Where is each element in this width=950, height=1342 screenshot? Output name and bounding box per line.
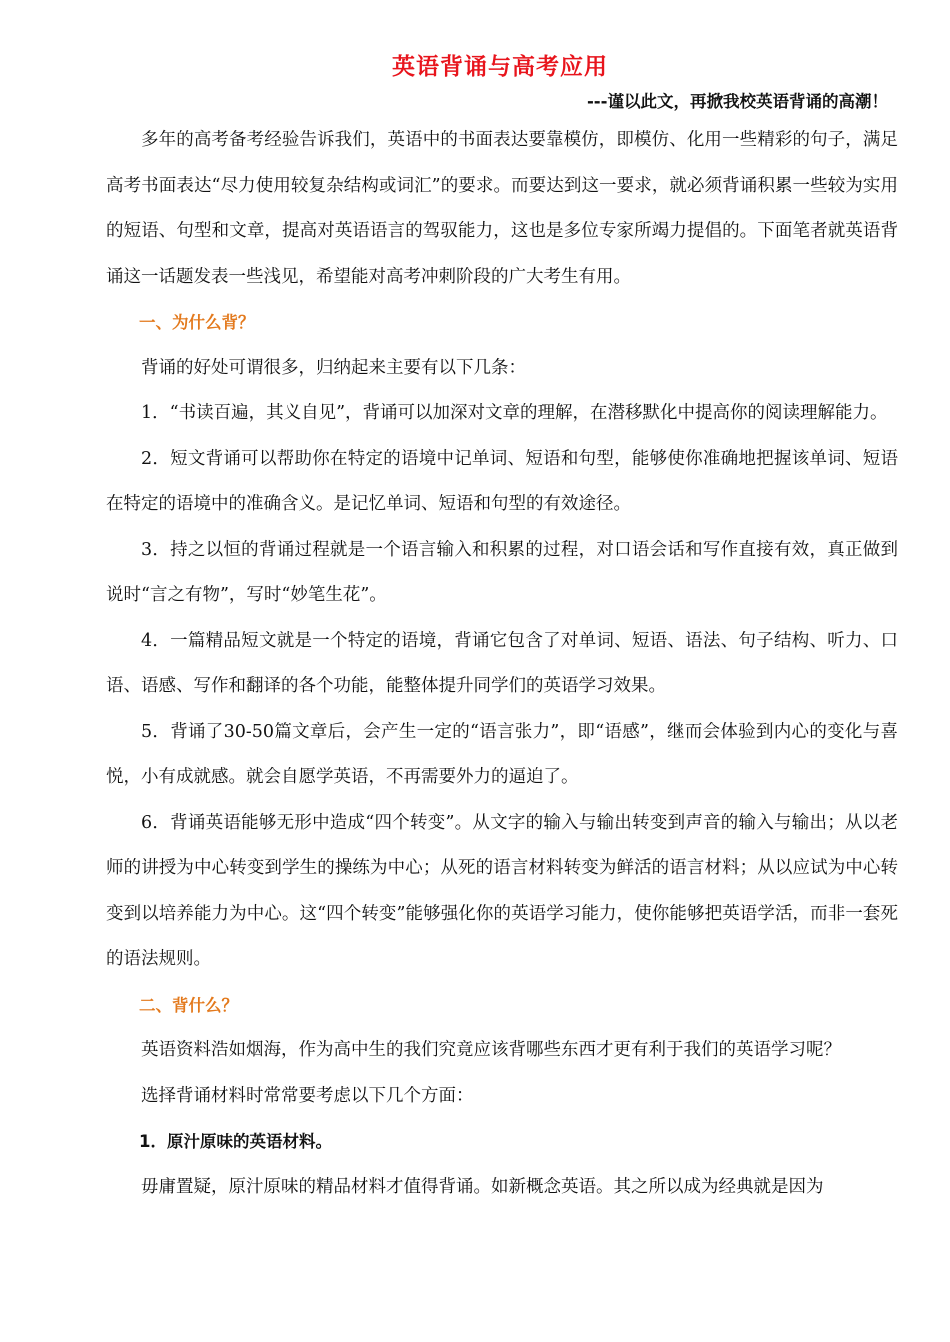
section2-paragraph: 英语资料浩如烟海，作为高中生的我们究竟应该背哪些东西才更有利于我们的英语学习呢？ bbox=[141, 1040, 841, 1060]
document-subtitle: ---谨以此文，再掀我校英语背诵的高潮！ bbox=[586, 92, 888, 111]
list-item: 1．“书读百遍，其义自见”，背诵可以加深对文章的理解，在潜移默化中提高你的阅读理解能力。 bbox=[141, 403, 888, 423]
section2-paragraph: 选择背诵材料时常常要考虑以下几个方面： bbox=[141, 1085, 474, 1106]
list-item: 3．持之以恒的背诵过程就是一个语言输入和积累的过程，对口语会话和写作直接有效，真正做到说时“言之有物”，写时“妙笔生花”。 bbox=[106, 539, 898, 605]
list-item: 4．一篇精品短文就是一个特定的语境，背诵它包含了对单词、短语、语法、句子结构、听力、口语、语感、写作和翻译的各个功能，能整体提升同学们的英语学习效果。 bbox=[106, 630, 898, 696]
section-heading-what: 二、背什么？ bbox=[139, 995, 238, 1015]
intro-paragraph: 多年的高考备考经验告诉我们，英语中的书面表达要靠模仿，即模仿、化用一些精彩的句子，满足高考书面表达“尽力使用较复杂结构或词汇”的要求。而要达到这一要求，就必须背诵积累一些较为实用的短语、句型和文章，提高对英语语言的驾驭能力，这也是多位专家所竭力提倡的。下面笔者就英语背诵这一话题发表一些浅见，希望能对高考冲刺阶段的广大考生有用。 bbox=[106, 130, 898, 287]
section2-paragraph: 毋庸置疑，原汁原味的精品材料才值得背诵。如新概念英语。其之所以成为经典就是因为 bbox=[141, 1176, 824, 1197]
list-item: 6．背诵英语能够无形中造成“四个转变”。从文字的输入与输出转变到声音的输入与输出；从以老师的讲授为中心转变到学生的操练为中心；从死的语言材料转变为鲜活的语言材料；从以应试为中心转变到以培养能力为中心。这“四个转变”能够强化你的英语学习能力，使你能够把英语学活，而非一套死的语法规则。 bbox=[106, 812, 898, 969]
section1-lead: 背诵的好处可谓很多，归纳起来主要有以下几条： bbox=[141, 357, 526, 378]
list-item: 2．短文背诵可以帮助你在特定的语境中记单词、短语和句型，能够使你准确地把握该单词、短语在特定的语境中的准确含义。是记忆单词、短语和句型的有效途径。 bbox=[106, 448, 898, 514]
section-heading-why: 一、为什么背？ bbox=[139, 313, 255, 332]
list-item: 5．背诵了30-50篇文章后，会产生一定的“语言张力”，即“语感”，继而会体验到内心的变化与喜悦，小有成就感。就会自愿学英语，不再需要外力的逼迫了。 bbox=[106, 721, 898, 787]
subheading-authentic-materials: 1．原汁原味的英语材料。 bbox=[139, 1132, 332, 1151]
document-title: 英语背诵与高考应用 bbox=[392, 54, 608, 80]
document-body bbox=[106, 118, 898, 1210]
